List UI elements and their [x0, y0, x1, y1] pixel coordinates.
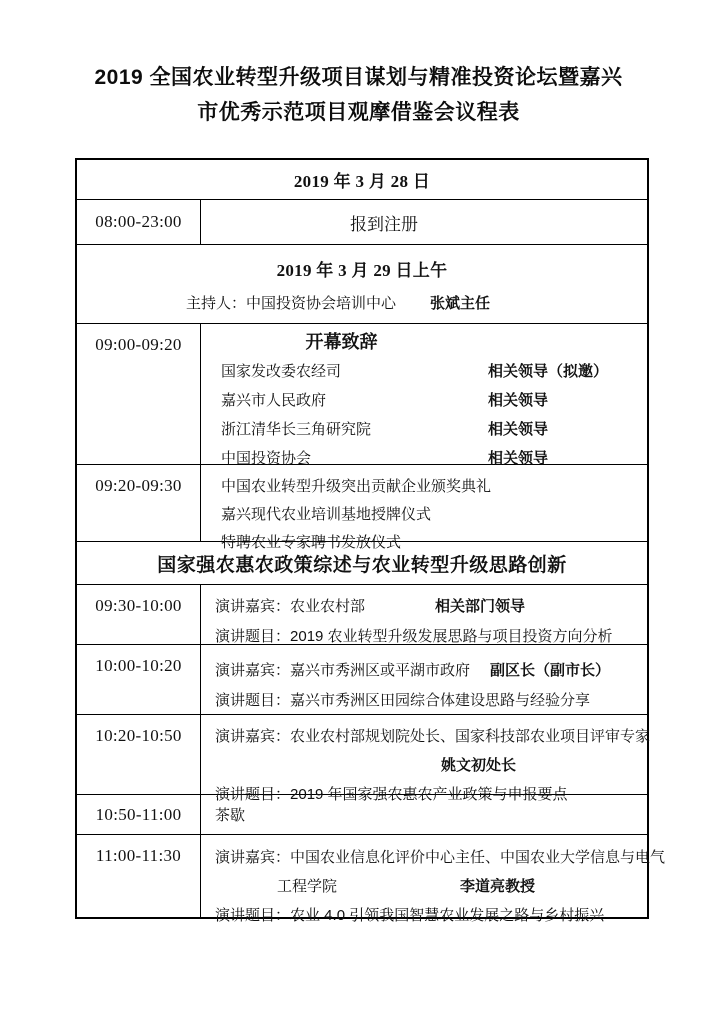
- row-ceremonies: [77, 465, 647, 551]
- row-talk-1: [77, 585, 647, 645]
- host-org: 中国投资协会培训中心: [245, 295, 396, 312]
- day2-date-header: 2019 年 3 月 29 日上午: [276, 261, 448, 280]
- guest-label: 演讲嘉宾：: [215, 662, 291, 679]
- day1-date-header: 2019 年 3 月 28 日: [293, 172, 431, 191]
- row-registration: [77, 200, 647, 245]
- opening-item-role: 相关领导（拟邀）: [488, 363, 609, 380]
- talk-2-guest: 嘉兴市秀洲区或平湖市政府: [290, 662, 471, 679]
- page-title-line2: 市优秀示范项目观摩借鉴会议程表: [197, 101, 520, 124]
- topic-label: 演讲题目：: [215, 628, 291, 645]
- row-opening: [77, 324, 647, 465]
- row-day1-header: [77, 160, 647, 200]
- guest-label: 演讲嘉宾：: [215, 728, 291, 745]
- opening-cell: [200, 324, 647, 467]
- tea-break-label: 茶歇: [200, 795, 647, 834]
- talk-2-guest-line: [215, 656, 647, 686]
- day2-header-cell: [77, 245, 647, 323]
- talk-2-time: 10:00-10:20: [95, 656, 182, 675]
- talk-4-guest-part1: 中国农业信息化评价中心主任、中国农业大学信息与电气: [290, 849, 666, 866]
- talk-4-guest-emph: 李道亮教授: [460, 878, 536, 895]
- tea-break-time: 10:50-11:00: [95, 804, 182, 824]
- registration-time: 08:00-23:00: [95, 212, 182, 231]
- row-talk-4: [77, 835, 666, 924]
- host-label: 主持人：: [185, 295, 246, 312]
- opening-item-org: 嘉兴市人民政府: [221, 392, 327, 409]
- ceremony-item: 特聘农业专家聘书发放仪式: [221, 534, 402, 551]
- ceremonies-time: 09:20-09:30: [95, 476, 182, 495]
- talk-1-guest: 农业农村部: [290, 598, 366, 615]
- row-tea-break: [77, 795, 647, 835]
- talk-4-cell: [200, 835, 666, 924]
- opening-item: [201, 357, 647, 386]
- opening-item-role: 相关领导: [488, 392, 549, 409]
- talk-4-time: 11:00-11:30: [95, 846, 182, 865]
- opening-item-role: 相关领导: [488, 450, 549, 467]
- opening-item-role: 相关领导: [488, 421, 549, 438]
- ceremonies-cell: [200, 465, 647, 551]
- talk-1-topic: 2019 农业转型升级发展思路与项目投资方向分析: [290, 628, 613, 645]
- talk-2-topic: 嘉兴市秀洲区田园综合体建设思路与经验分享: [290, 692, 591, 709]
- section-header: 国家强农惠农政策综述与农业转型升级思路创新: [157, 554, 567, 576]
- topic-label: 演讲题目：: [215, 907, 291, 924]
- registration-label: 报到注册: [200, 200, 647, 244]
- talk-3-guest-line: [215, 722, 650, 751]
- ceremony-item: 中国农业转型升级突出贡献企业颁奖典礼: [221, 478, 492, 495]
- opening-item-org: 浙江清华长三角研究院: [221, 421, 372, 438]
- talk-3-time: 10:20-10:50: [95, 726, 182, 745]
- opening-time: 09:00-09:20: [95, 335, 182, 354]
- opening-item-org: 国家发改委农经司: [221, 363, 342, 380]
- opening-title: 开幕致辞: [305, 332, 378, 352]
- talk-4-topic-line: [215, 901, 665, 930]
- opening-item: [201, 386, 647, 415]
- talk-3-speaker-line: [215, 751, 650, 780]
- page-title: [0, 60, 717, 130]
- agenda-table: [75, 158, 666, 924]
- talk-1-cell: [200, 585, 647, 644]
- row-section-header: [77, 542, 647, 585]
- talk-1-time: 09:30-10:00: [95, 596, 182, 615]
- topic-label: 演讲题目：: [215, 786, 291, 803]
- host-name: 张斌主任: [430, 295, 491, 312]
- opening-item: [201, 415, 647, 444]
- host-line: [186, 292, 538, 313]
- row-talk-2: [77, 645, 647, 715]
- topic-label: 演讲题目：: [215, 692, 291, 709]
- talk-2-guest-emph: 副区长（副市长）: [490, 662, 611, 679]
- talk-4-guest-part2: 工程学院: [277, 878, 338, 895]
- talk-2-cell: [200, 645, 647, 714]
- row-talk-3: [77, 715, 651, 803]
- opening-item-org: 中国投资协会: [221, 450, 312, 467]
- talk-3-guest: 农业农村部规划院处长、国家科技部农业项目评审专家: [290, 728, 651, 745]
- page-title-line1: 2019 全国农业转型升级项目谋划与精准投资论坛暨嘉兴: [94, 66, 623, 89]
- talk-1-guest-emph: 相关部门领导: [435, 598, 526, 615]
- talk-2-topic-line: [215, 686, 647, 716]
- talk-4-guest-wrap-line: [215, 872, 665, 901]
- guest-label: 演讲嘉宾：: [215, 598, 291, 615]
- talk-4-guest-line: [215, 843, 665, 872]
- ceremony-item: 嘉兴现代农业培训基地授牌仪式: [221, 506, 432, 523]
- talk-3-cell: [200, 715, 651, 803]
- talk-4-topic: 农业 4.0 引领我国智慧农业发展之路与乡村振兴: [290, 907, 605, 924]
- talk-3-topic: 2019 年国家强农惠农产业政策与申报要点: [290, 786, 568, 803]
- row-day2-header: [77, 245, 647, 324]
- guest-label: 演讲嘉宾：: [215, 849, 291, 866]
- talk-1-guest-line: [215, 592, 647, 622]
- talk-3-guest-emph: 姚文初处长: [441, 757, 517, 774]
